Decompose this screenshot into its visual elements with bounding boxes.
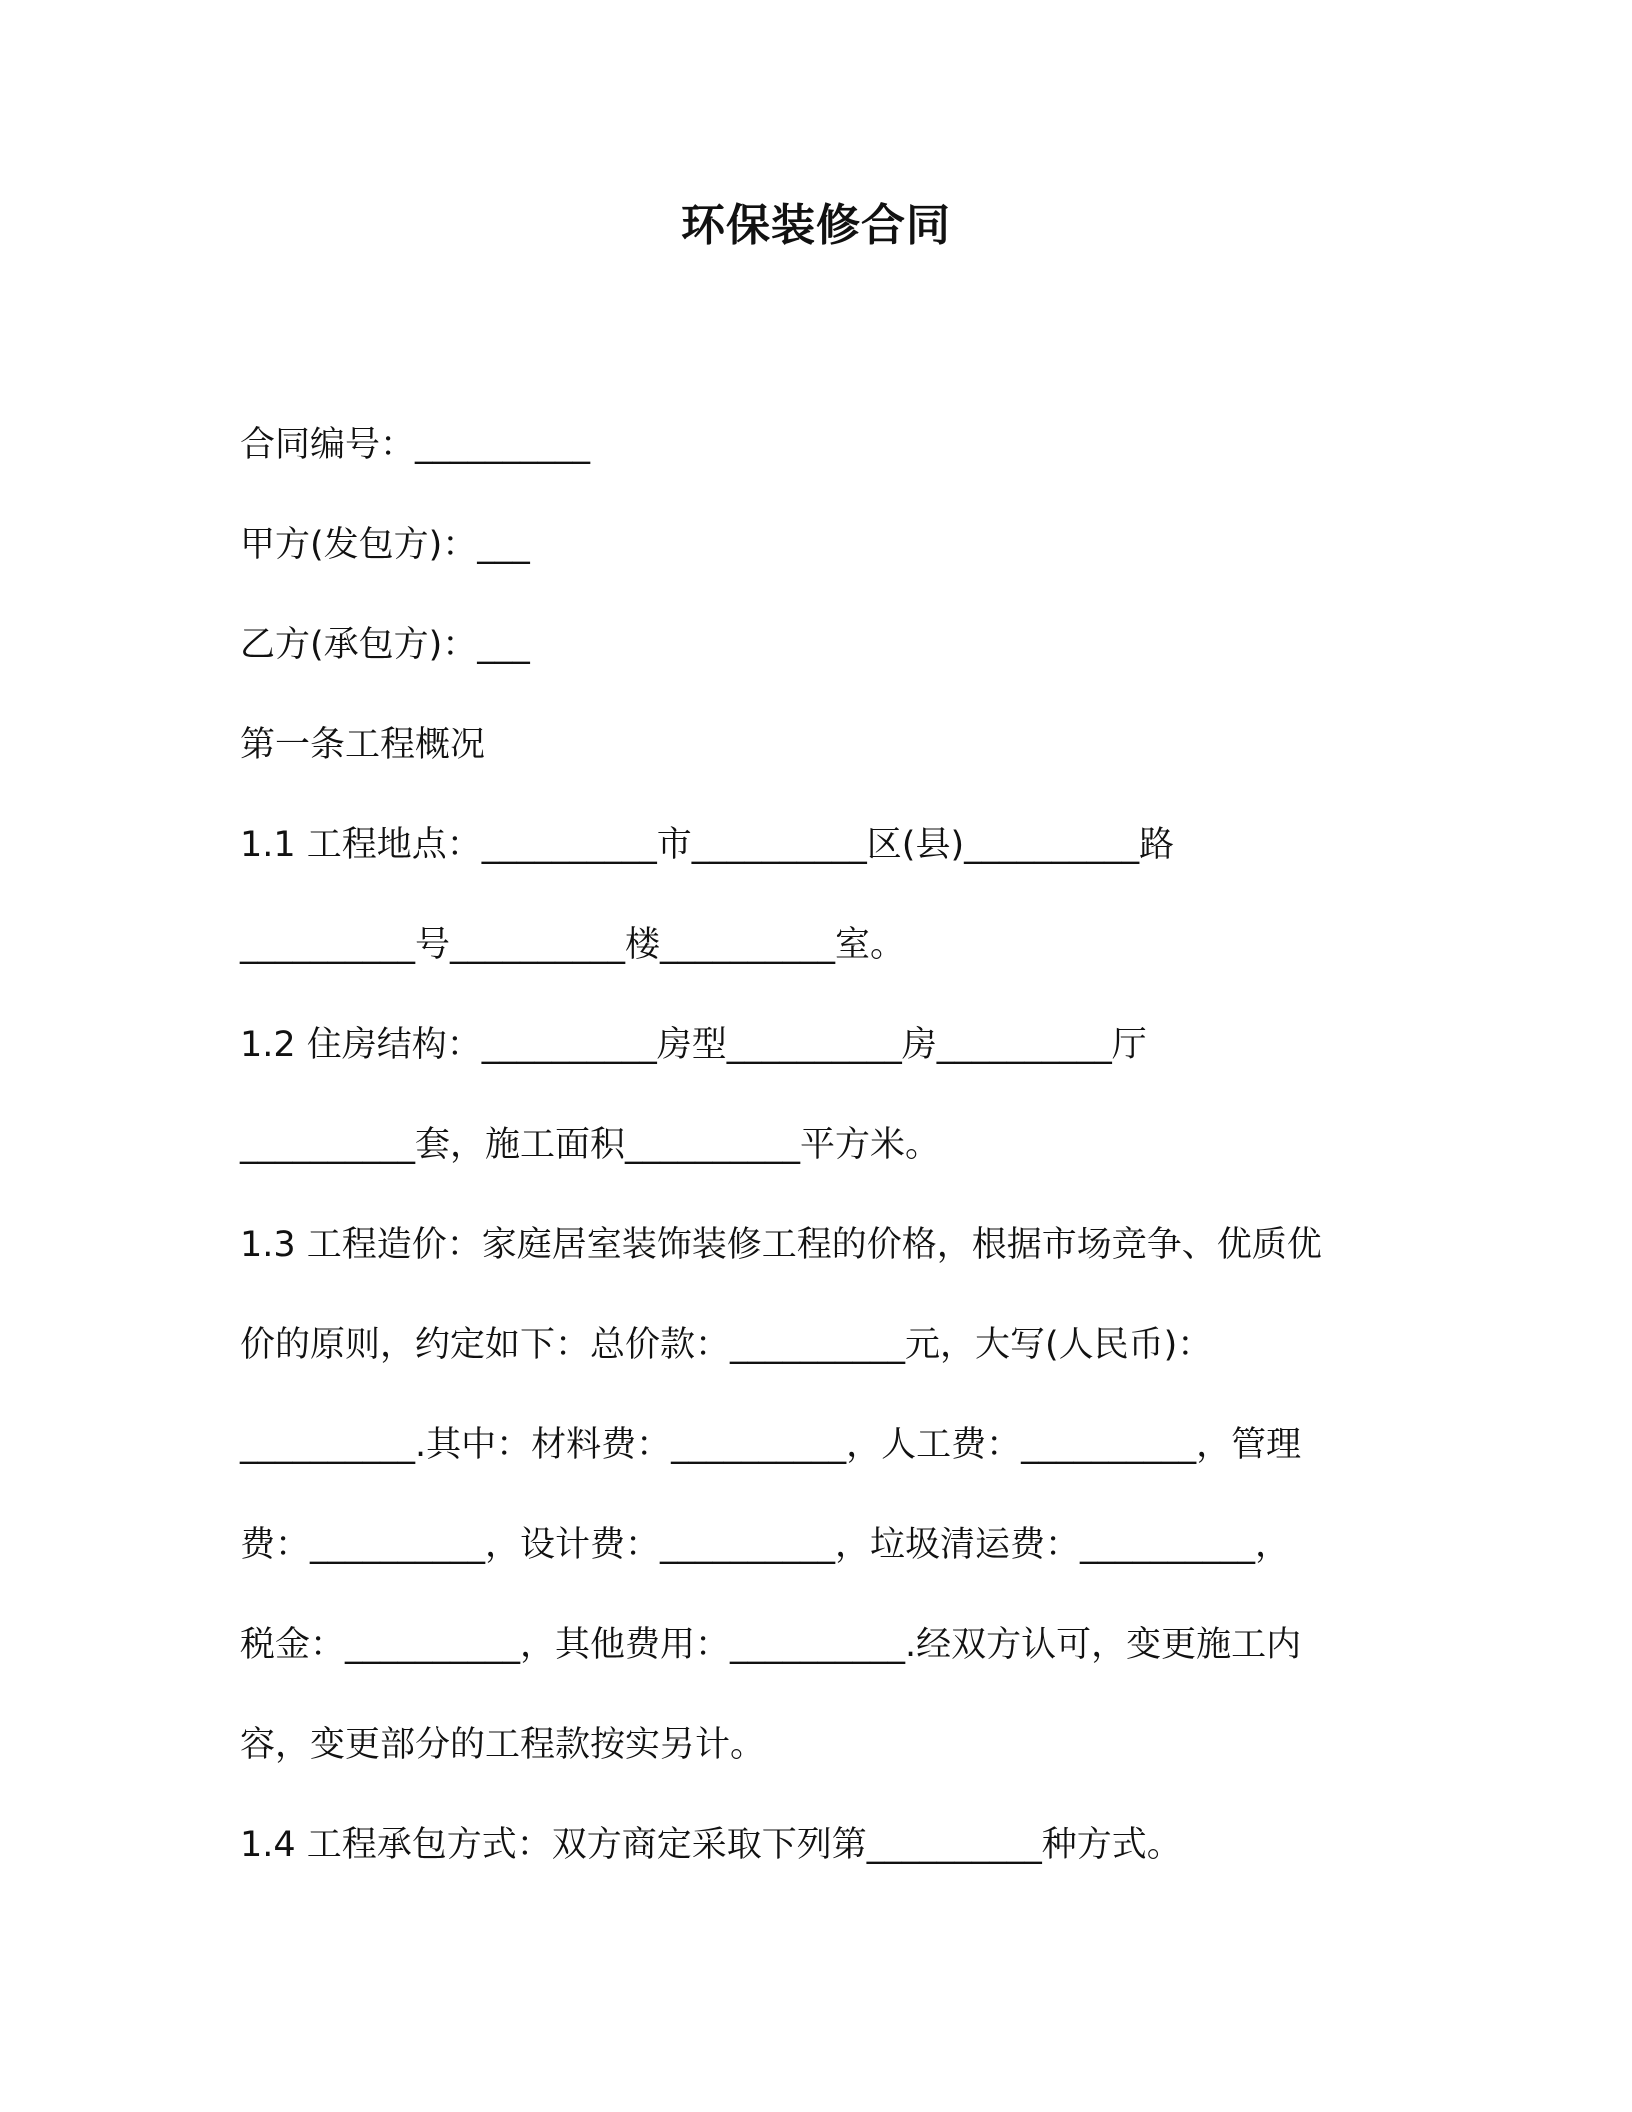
clause-1-3-line-2: 价的原则，约定如下：总价款：__________元，大写(人民币)： xyxy=(240,1325,1213,1365)
document-title: 环保装修合同 xyxy=(681,200,951,251)
clause-1-1-line-1: 1.1 工程地点：__________市__________区(县)__________路 xyxy=(240,825,1175,865)
clause-1-1-line-2: __________号__________楼__________室。 xyxy=(240,925,906,965)
clause-1-3-line-6: 容，变更部分的工程款按实另计。 xyxy=(240,1725,766,1765)
clause-1-3-line-5: 税金：__________，其他费用：__________.经双方认可，变更施工内 xyxy=(240,1625,1302,1665)
party-a-line: 甲方(发包方)：___ xyxy=(240,525,530,565)
clause-1-4-line-1: 1.4 工程承包方式：双方商定采取下列第__________种方式。 xyxy=(240,1825,1182,1865)
section-heading: 第一条工程概况 xyxy=(240,725,486,765)
party-b-line: 乙方(承包方)：___ xyxy=(240,625,530,665)
clause-1-3-line-3: __________.其中：材料费：__________，人工费：__________，管理 xyxy=(240,1425,1302,1465)
clause-1-3-line-4: 费：__________，设计费：__________，垃圾清运费：__________， xyxy=(240,1525,1291,1565)
clause-1-2-line-1: 1.2 住房结构：__________房型__________房__________厅 xyxy=(240,1025,1147,1065)
contract-number-line: 合同编号：__________ xyxy=(240,425,591,465)
clause-1-3-line-1: 1.3 工程造价：家庭居室装饰装修工程的价格，根据市场竞争、优质优 xyxy=(240,1225,1322,1265)
clause-1-2-line-2: __________套，施工面积__________平方米。 xyxy=(240,1125,941,1165)
